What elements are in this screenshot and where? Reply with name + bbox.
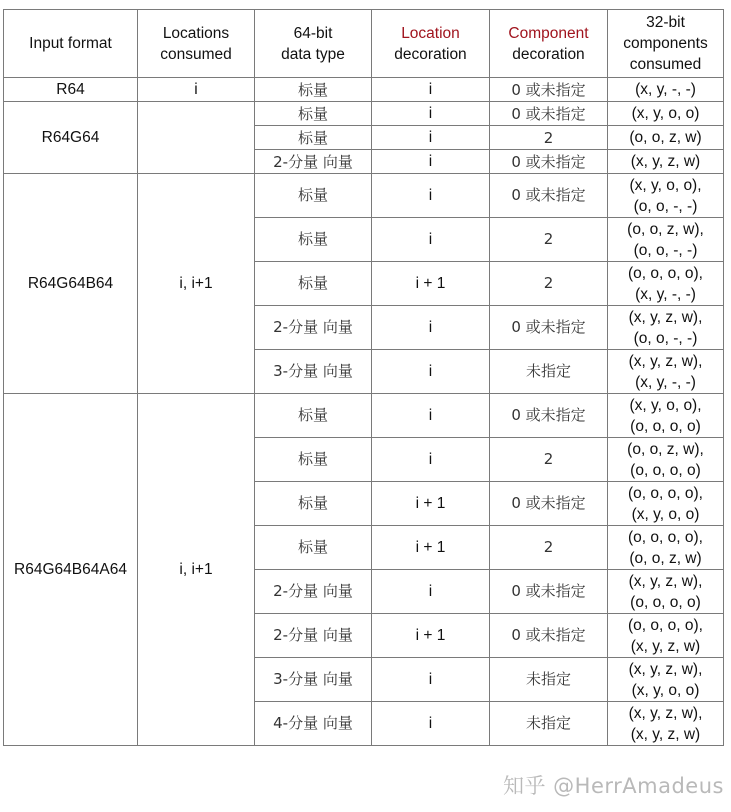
data-type-cell: 标量 — [255, 126, 372, 150]
location-decoration-cell: i — [372, 306, 490, 350]
data-type-cell: 标量 — [255, 438, 372, 482]
data-type-cell: 标量 — [255, 262, 372, 306]
data-type-cell: 2-分量 向量 — [255, 614, 372, 658]
header-locations-consumed: Locations consumed — [138, 10, 255, 78]
data-type-cell: 标量 — [255, 394, 372, 438]
components-consumed-cell — [608, 658, 724, 702]
components-line: (o, o, -, -) — [633, 197, 698, 215]
location-decoration-cell: i + 1 — [372, 526, 490, 570]
location-decoration-cell: i — [372, 126, 490, 150]
components-consumed-cell — [608, 482, 724, 526]
components-line: (o, o, o, o) — [630, 417, 701, 435]
data-type-cell: 2-分量 向量 — [255, 306, 372, 350]
component-decoration-cell: 0 或未指定 — [490, 394, 608, 438]
data-type-cell: 3-分量 向量 — [255, 658, 372, 702]
location-decoration-cell: i — [372, 658, 490, 702]
components-line: (o, o, z, w), — [627, 440, 704, 458]
locations-consumed-cell — [138, 102, 255, 174]
components-line: (x, y, o, o) — [631, 104, 700, 122]
header-components-consumed: 32-bit components consumed — [608, 10, 724, 78]
component-decoration-cell: 0 或未指定 — [490, 482, 608, 526]
components-line: (o, o, z, w) — [629, 549, 702, 567]
input-format-cell: R64G64 — [4, 102, 138, 174]
component-decoration-cell: 0 或未指定 — [490, 102, 608, 126]
data-type-cell: 2-分量 向量 — [255, 570, 372, 614]
data-type-cell: 3-分量 向量 — [255, 350, 372, 394]
component-decoration-cell: 2 — [490, 218, 608, 262]
components-consumed-cell — [608, 174, 724, 218]
data-type-cell: 标量 — [255, 174, 372, 218]
component-decoration-cell: 0 或未指定 — [490, 150, 608, 174]
components-consumed-cell — [608, 126, 724, 150]
components-line: (o, o, -, -) — [633, 241, 698, 259]
location-decoration-cell: i + 1 — [372, 482, 490, 526]
input-format-cell: R64G64B64 — [4, 174, 138, 394]
component-decoration-cell: 0 或未指定 — [490, 174, 608, 218]
table-row — [4, 394, 724, 438]
data-type-cell: 标量 — [255, 526, 372, 570]
components-consumed-cell — [608, 394, 724, 438]
components-line: (x, y, -, -) — [635, 80, 696, 98]
data-type-cell: 标量 — [255, 482, 372, 526]
data-type-cell: 4-分量 向量 — [255, 702, 372, 746]
components-consumed-cell — [608, 102, 724, 126]
format-table — [3, 9, 724, 746]
watermark: 知乎 @HerrAmadeus — [503, 774, 724, 798]
data-type-cell: 标量 — [255, 218, 372, 262]
components-consumed-cell — [608, 78, 724, 102]
header-data-type: 64-bit data type — [255, 10, 372, 78]
data-type-cell: 2-分量 向量 — [255, 150, 372, 174]
location-decoration-cell: i + 1 — [372, 614, 490, 658]
components-line: (x, y, z, w) — [630, 725, 701, 743]
location-decoration-cell: i — [372, 218, 490, 262]
component-decoration-cell: 2 — [490, 262, 608, 306]
components-line: (x, y, z, w) — [630, 637, 701, 655]
locations-consumed-cell: i, i+1 — [138, 174, 255, 394]
location-decoration-cell: i — [372, 350, 490, 394]
components-line: (x, y, o, o) — [631, 505, 700, 523]
component-decoration-cell: 0 或未指定 — [490, 570, 608, 614]
components-consumed-cell — [608, 702, 724, 746]
components-line: (o, o, o, o) — [630, 593, 701, 611]
components-line: (x, y, z, w), — [628, 352, 703, 370]
components-line: (x, y, z, w), — [628, 660, 703, 678]
components-line: (x, y, -, -) — [635, 373, 696, 391]
location-decoration-cell: i — [372, 394, 490, 438]
location-decoration-cell: i — [372, 150, 490, 174]
component-decoration-cell: 未指定 — [490, 658, 608, 702]
table-row — [4, 174, 724, 218]
components-consumed-cell — [608, 218, 724, 262]
components-consumed-cell — [608, 350, 724, 394]
components-line: (x, y, z, w) — [630, 152, 701, 170]
header-row — [4, 10, 724, 78]
components-line: (o, o, o, o) — [630, 461, 701, 479]
components-line: (x, y, z, w), — [628, 308, 703, 326]
components-consumed-cell — [608, 150, 724, 174]
location-decoration-cell: i — [372, 174, 490, 218]
locations-consumed-cell: i — [138, 78, 255, 102]
component-decoration-cell: 2 — [490, 526, 608, 570]
components-consumed-cell — [608, 306, 724, 350]
component-decoration-cell: 2 — [490, 438, 608, 482]
components-line: (x, y, o, o), — [629, 396, 702, 414]
components-line: (x, y, z, w), — [628, 704, 703, 722]
component-decoration-cell: 2 — [490, 126, 608, 150]
component-decoration-cell: 0 或未指定 — [490, 614, 608, 658]
location-decoration-cell: i — [372, 78, 490, 102]
components-line: (x, y, o, o), — [629, 176, 702, 194]
component-decoration-cell: 0 或未指定 — [490, 78, 608, 102]
location-decoration-cell: i — [372, 702, 490, 746]
input-format-cell: R64 — [4, 78, 138, 102]
input-format-cell: R64G64B64A64 — [4, 394, 138, 746]
components-consumed-cell — [608, 438, 724, 482]
location-decoration-cell: i — [372, 438, 490, 482]
data-type-cell: 标量 — [255, 102, 372, 126]
data-type-cell: 标量 — [255, 78, 372, 102]
component-decoration-cell: 0 或未指定 — [490, 306, 608, 350]
location-decoration-cell: i — [372, 102, 490, 126]
location-decoration-cell: i — [372, 570, 490, 614]
component-decoration-cell: 未指定 — [490, 702, 608, 746]
components-consumed-cell — [608, 262, 724, 306]
components-line: (o, o, z, w) — [629, 128, 702, 146]
components-line: (o, o, -, -) — [633, 329, 698, 347]
components-consumed-cell — [608, 526, 724, 570]
components-line: (o, o, o, o), — [628, 264, 703, 282]
components-consumed-cell — [608, 570, 724, 614]
locations-consumed-cell: i, i+1 — [138, 394, 255, 746]
header-input-format: Input format — [4, 10, 138, 78]
header-component-decoration: Component decoration — [490, 10, 608, 78]
components-line: (o, o, o, o), — [628, 616, 703, 634]
table-row — [4, 78, 724, 102]
components-consumed-cell — [608, 614, 724, 658]
components-line: (o, o, o, o), — [628, 484, 703, 502]
components-line: (o, o, z, w), — [627, 220, 704, 238]
header-location-decoration: Location decoration — [372, 10, 490, 78]
components-line: (x, y, o, o) — [631, 681, 700, 699]
components-line: (x, y, z, w), — [628, 572, 703, 590]
location-decoration-cell: i + 1 — [372, 262, 490, 306]
component-decoration-cell: 未指定 — [490, 350, 608, 394]
table-row — [4, 102, 724, 126]
components-line: (x, y, -, -) — [635, 285, 696, 303]
components-line: (o, o, o, o), — [628, 528, 703, 546]
